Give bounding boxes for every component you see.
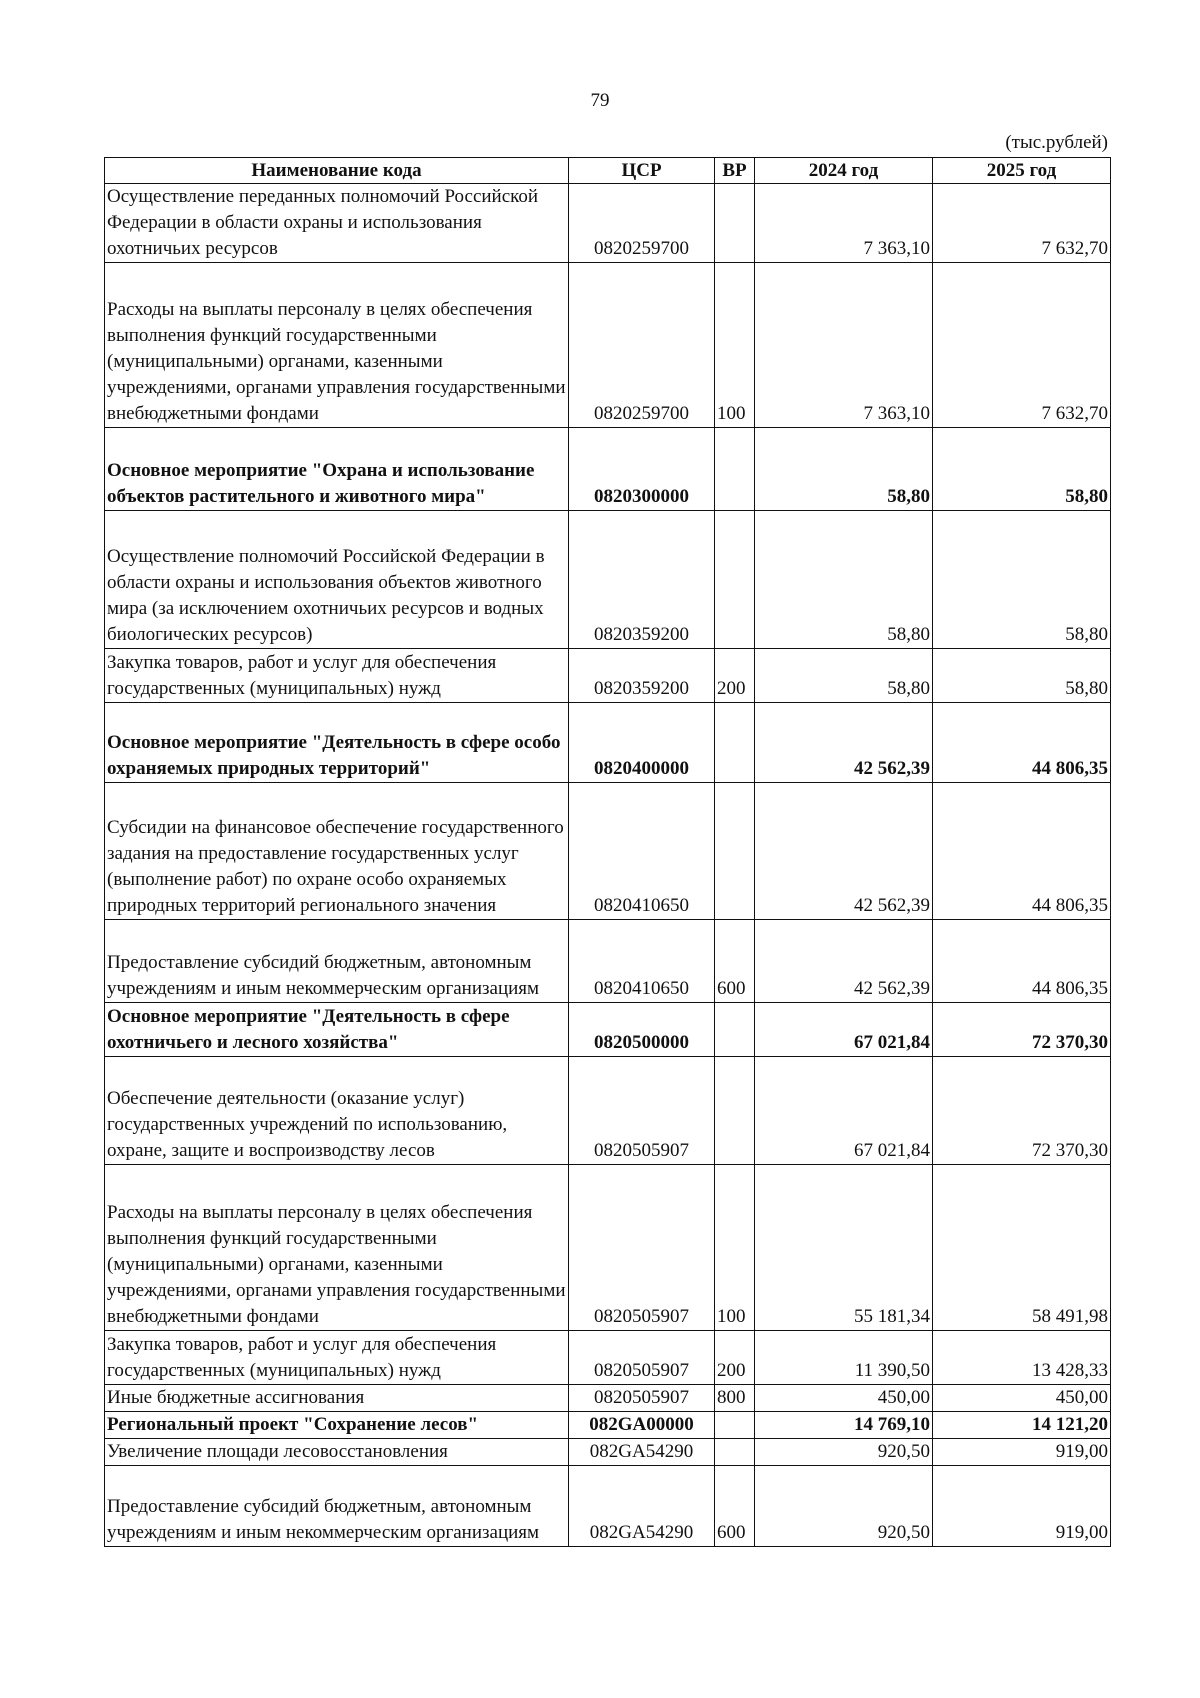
row-name: Закупка товаров, работ и услуг для обеспечения государственных (муниципальных) нужд xyxy=(105,1331,569,1385)
table-row xyxy=(105,263,1111,428)
row-2025: 919,00 xyxy=(933,1466,1111,1547)
row-2024: 7 363,10 xyxy=(755,184,933,263)
row-2025: 13 428,33 xyxy=(933,1331,1111,1385)
table-row xyxy=(105,703,1111,783)
row-2024: 450,00 xyxy=(755,1385,933,1412)
table-row xyxy=(105,1165,1111,1331)
row-2024: 7 363,10 xyxy=(755,263,933,428)
row-name: Закупка товаров, работ и услуг для обеспечения государственных (муниципальных) нужд xyxy=(105,649,569,703)
row-2025: 58,80 xyxy=(933,428,1111,511)
row-2025: 44 806,35 xyxy=(933,920,1111,1003)
row-csr: 082GA54290 xyxy=(569,1466,715,1547)
table-row xyxy=(105,511,1111,649)
row-name: Основное мероприятие "Деятельность в сфере особо охраняемых природных территорий" xyxy=(105,703,569,783)
row-2025: 72 370,30 xyxy=(933,1057,1111,1165)
row-name: Основное мероприятие "Охрана и использование объектов растительного и животного мира" xyxy=(105,428,569,511)
row-2024: 58,80 xyxy=(755,428,933,511)
row-2024: 67 021,84 xyxy=(755,1057,933,1165)
row-csr: 0820359200 xyxy=(569,511,715,649)
row-csr: 0820410650 xyxy=(569,783,715,920)
header-vr: ВР xyxy=(715,158,755,184)
page-number: 79 xyxy=(590,90,610,111)
row-2024: 11 390,50 xyxy=(755,1331,933,1385)
row-2024: 42 562,39 xyxy=(755,920,933,1003)
row-2025: 58,80 xyxy=(933,649,1111,703)
row-2024: 42 562,39 xyxy=(755,703,933,783)
table-row xyxy=(105,783,1111,920)
table-row xyxy=(105,920,1111,1003)
table-row xyxy=(105,1412,1111,1439)
row-2024: 920,50 xyxy=(755,1439,933,1466)
row-csr: 0820505907 xyxy=(569,1165,715,1331)
row-csr: 0820410650 xyxy=(569,920,715,1003)
row-csr: 082GA00000 xyxy=(569,1412,715,1439)
row-vr xyxy=(715,703,755,783)
row-csr: 0820505907 xyxy=(569,1385,715,1412)
row-2024: 55 181,34 xyxy=(755,1165,933,1331)
row-name: Осуществление переданных полномочий Российской Федерации в области охраны и использования охотничьих ресурсов xyxy=(105,184,569,263)
row-vr xyxy=(715,783,755,920)
row-vr: 800 xyxy=(715,1385,755,1412)
row-csr: 0820300000 xyxy=(569,428,715,511)
row-name: Предоставление субсидий бюджетным, автономным учреждениям и иным некоммерческим организациям xyxy=(105,920,569,1003)
header-csr: ЦСР xyxy=(569,158,715,184)
budget-table xyxy=(104,157,1111,1547)
row-name: Расходы на выплаты персоналу в целях обеспечения выполнения функций государственными (муниципальными) органами, казенными учреждениями, органами управления государственными внебюджетными фондами xyxy=(105,1165,569,1331)
row-csr: 0820259700 xyxy=(569,184,715,263)
row-vr: 600 xyxy=(715,920,755,1003)
row-name: Субсидии на финансовое обеспечение государственного задания на предоставление государственных услуг (выполнение работ) по охране особо охраняемых природных территорий регионального значения xyxy=(105,783,569,920)
row-name: Расходы на выплаты персоналу в целях обеспечения выполнения функций государственными (муниципальными) органами, казенными учреждениями, органами управления государственными внебюджетными фондами xyxy=(105,263,569,428)
row-vr: 600 xyxy=(715,1466,755,1547)
row-name: Предоставление субсидий бюджетным, автономным учреждениям и иным некоммерческим организациям xyxy=(105,1466,569,1547)
row-vr: 200 xyxy=(715,1331,755,1385)
row-2025: 919,00 xyxy=(933,1439,1111,1466)
row-name: Основное мероприятие "Деятельность в сфере охотничьего и лесного хозяйства" xyxy=(105,1003,569,1057)
row-2025: 58 491,98 xyxy=(933,1165,1111,1331)
table-header-row xyxy=(105,158,1111,184)
row-2025: 14 121,20 xyxy=(933,1412,1111,1439)
table-row xyxy=(105,184,1111,263)
table-row xyxy=(105,1331,1111,1385)
table-row xyxy=(105,428,1111,511)
row-name: Региональный проект "Сохранение лесов" xyxy=(105,1412,569,1439)
row-csr: 0820259700 xyxy=(569,263,715,428)
row-2025: 72 370,30 xyxy=(933,1003,1111,1057)
row-2025: 7 632,70 xyxy=(933,263,1111,428)
row-vr: 200 xyxy=(715,649,755,703)
row-vr xyxy=(715,428,755,511)
row-2024: 14 769,10 xyxy=(755,1412,933,1439)
row-2025: 44 806,35 xyxy=(933,783,1111,920)
row-vr xyxy=(715,184,755,263)
table-row xyxy=(105,649,1111,703)
header-name: Наименование кода xyxy=(105,158,569,184)
row-vr xyxy=(715,1412,755,1439)
row-2025: 450,00 xyxy=(933,1385,1111,1412)
row-vr: 100 xyxy=(715,263,755,428)
row-csr: 0820500000 xyxy=(569,1003,715,1057)
table-row xyxy=(105,1385,1111,1412)
row-2025: 58,80 xyxy=(933,511,1111,649)
row-2025: 44 806,35 xyxy=(933,703,1111,783)
row-csr: 0820505907 xyxy=(569,1057,715,1165)
units-note: (тыс.рублей) xyxy=(1005,132,1108,153)
table-row xyxy=(105,1057,1111,1165)
table-row xyxy=(105,1003,1111,1057)
row-2024: 58,80 xyxy=(755,649,933,703)
row-name: Осуществление полномочий Российской Федерации в области охраны и использования объектов животного мира (за исключением охотничьих ресурсов и водных биологических ресурсов) xyxy=(105,511,569,649)
row-2024: 42 562,39 xyxy=(755,783,933,920)
row-name: Иные бюджетные ассигнования xyxy=(105,1385,569,1412)
header-2024: 2024 год xyxy=(755,158,933,184)
row-csr: 0820400000 xyxy=(569,703,715,783)
row-vr xyxy=(715,1439,755,1466)
row-vr xyxy=(715,1057,755,1165)
row-2025: 7 632,70 xyxy=(933,184,1111,263)
row-vr xyxy=(715,511,755,649)
row-2024: 67 021,84 xyxy=(755,1003,933,1057)
row-csr: 0820505907 xyxy=(569,1331,715,1385)
table-row xyxy=(105,1439,1111,1466)
header-2025: 2025 год xyxy=(933,158,1111,184)
row-vr: 100 xyxy=(715,1165,755,1331)
row-vr xyxy=(715,1003,755,1057)
row-csr: 082GA54290 xyxy=(569,1439,715,1466)
row-name: Обеспечение деятельности (оказание услуг) государственных учреждений по использованию, охране, защите и воспроизводству лесов xyxy=(105,1057,569,1165)
row-name: Увеличение площади лесовосстановления xyxy=(105,1439,569,1466)
row-2024: 58,80 xyxy=(755,511,933,649)
row-2024: 920,50 xyxy=(755,1466,933,1547)
table-row xyxy=(105,1466,1111,1547)
row-csr: 0820359200 xyxy=(569,649,715,703)
